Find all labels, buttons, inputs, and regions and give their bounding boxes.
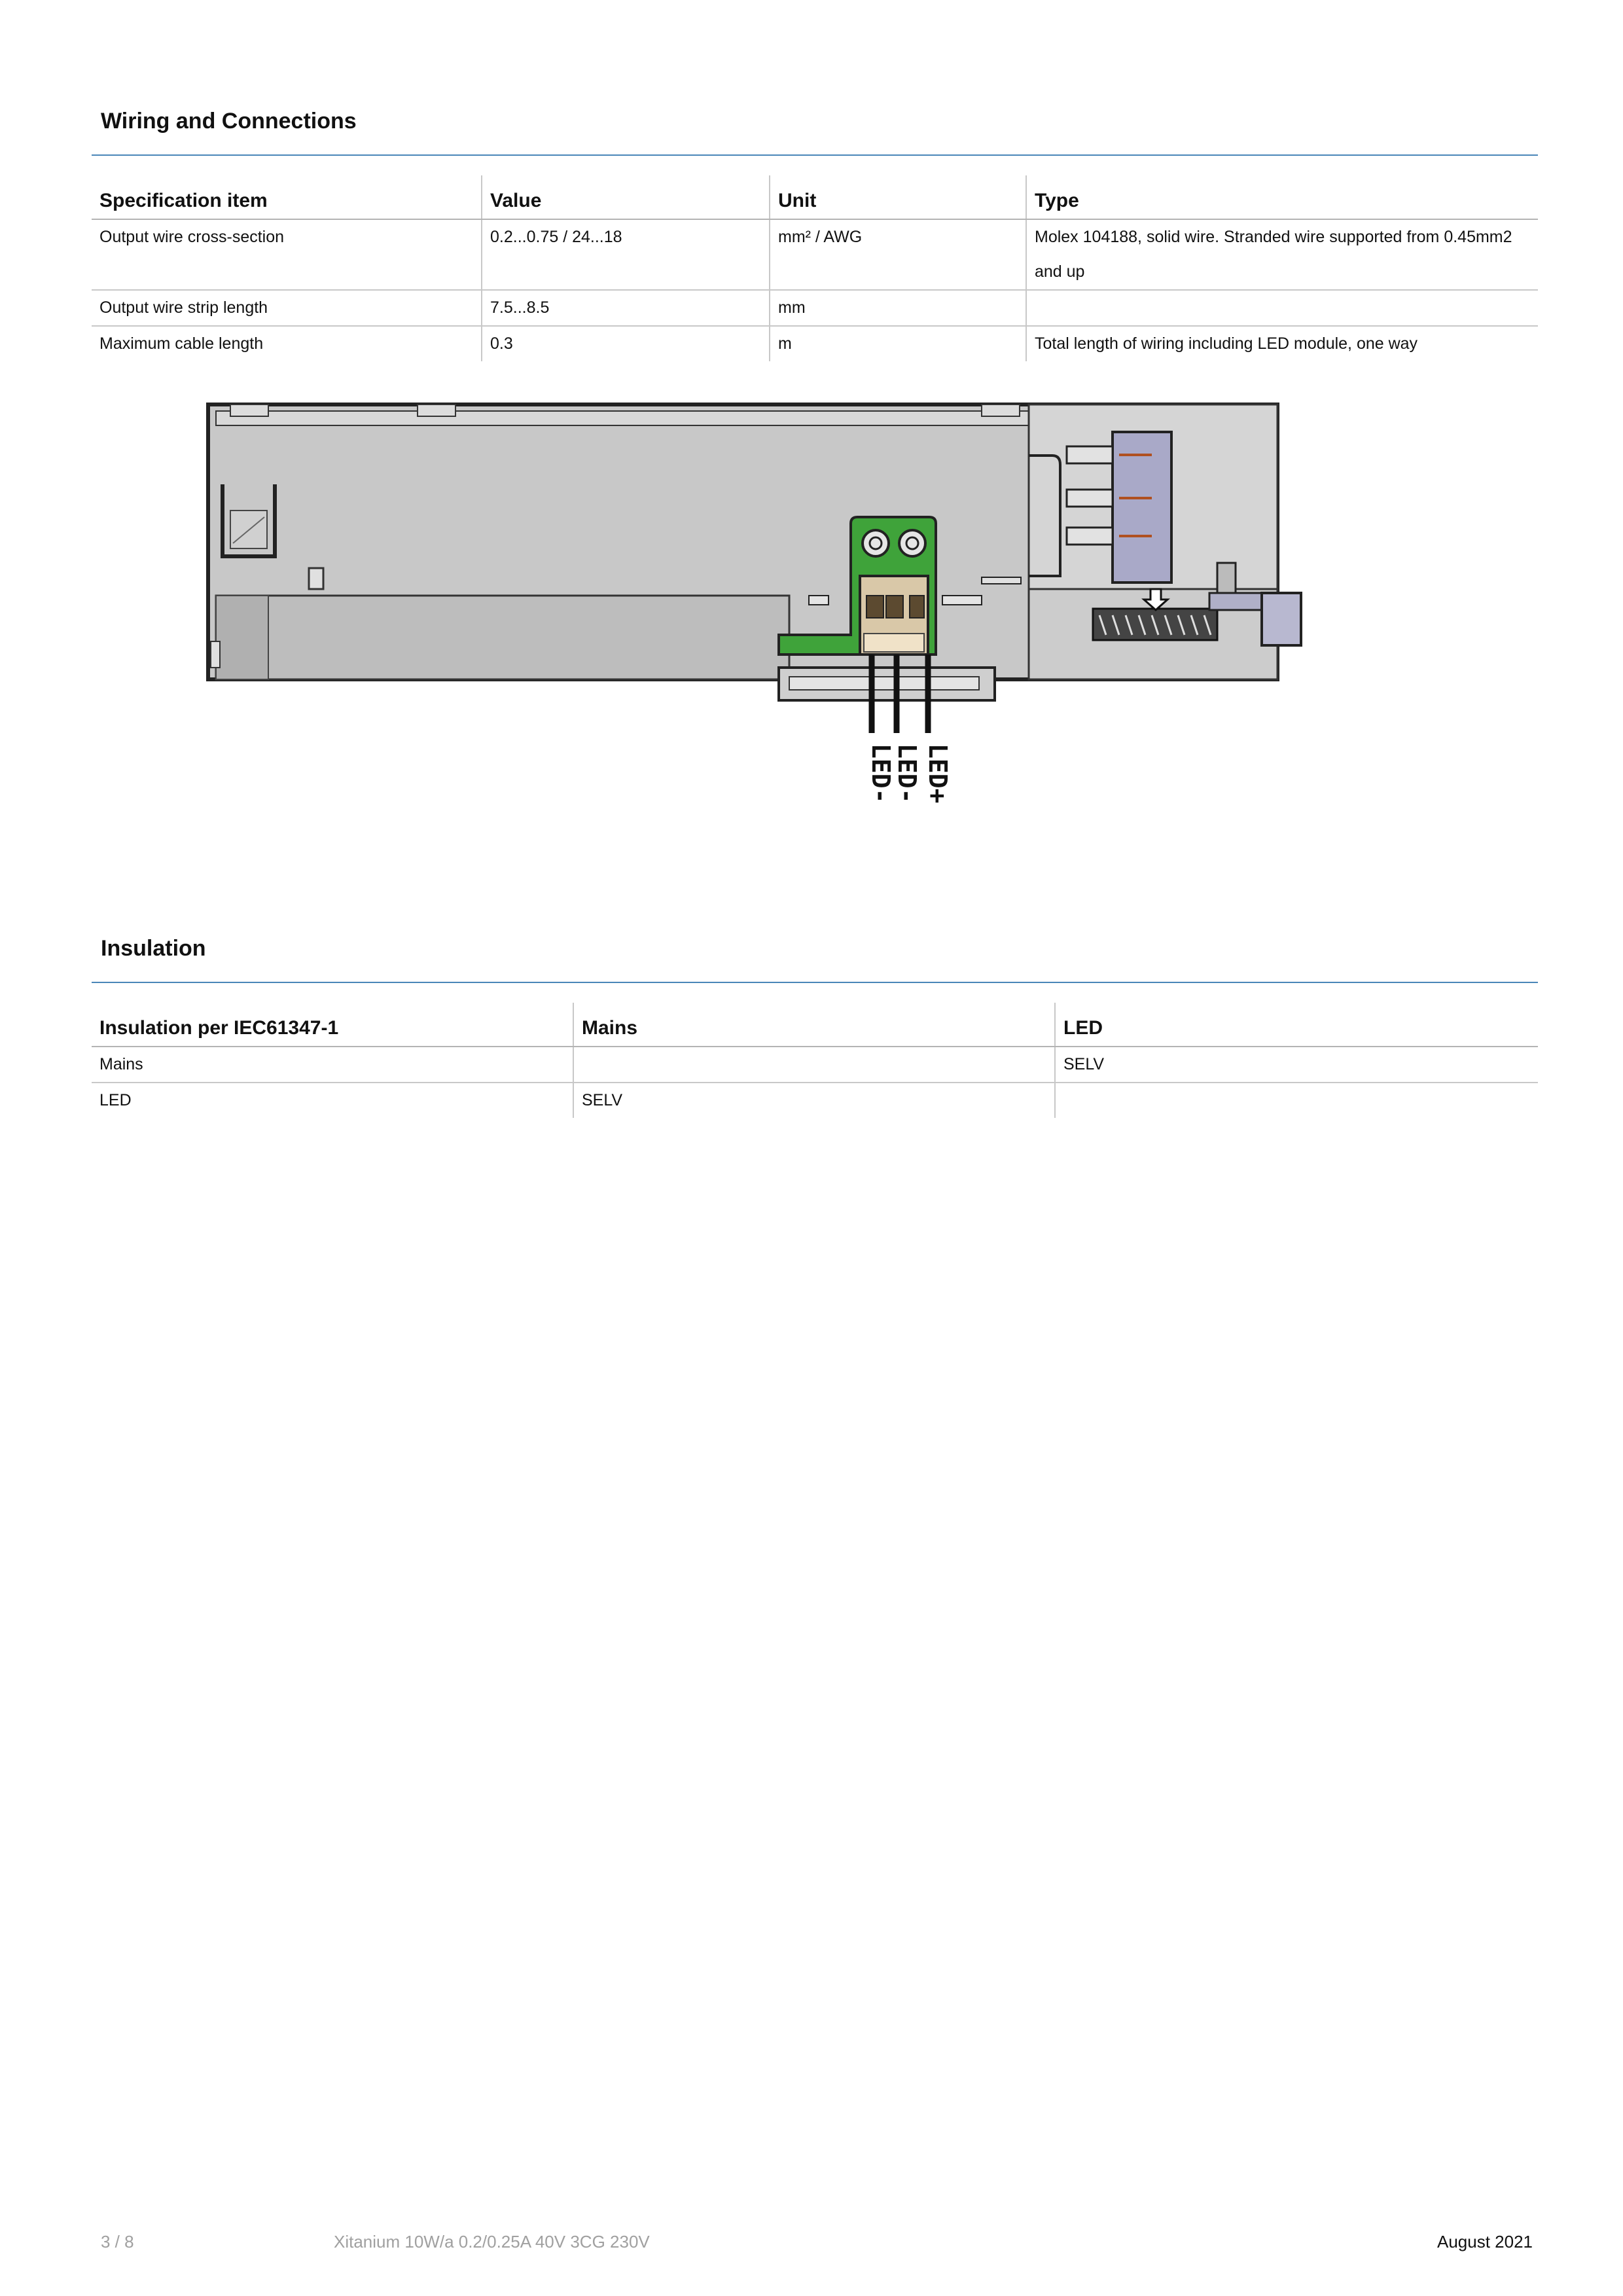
wiring-cell: mm bbox=[770, 290, 1026, 326]
wiring-cell: Molex 104188, solid wire. Stranded wire supported from 0.45mm2 and up bbox=[1026, 219, 1538, 290]
table-row bbox=[92, 1047, 1538, 1083]
screw-hole-icon bbox=[863, 530, 889, 556]
wiring-cell: Maximum cable length bbox=[92, 326, 482, 361]
footer-product-name: Xitanium 10W/a 0.2/0.25A 40V 3CG 230V bbox=[334, 2232, 650, 2251]
mains-terminal-block bbox=[1029, 404, 1301, 679]
wiring-header-spec-item: Specification item bbox=[92, 175, 482, 219]
footer-date: August 2021 bbox=[1436, 2232, 1533, 2251]
insulation-cell: LED bbox=[92, 1083, 573, 1118]
wiring-cell: 7.5...8.5 bbox=[482, 290, 770, 326]
wiring-cell: m bbox=[770, 326, 1026, 361]
driver-connector-drawing bbox=[196, 393, 1322, 838]
wire-label-led-minus: LED- bbox=[893, 744, 921, 804]
table-row bbox=[92, 326, 1538, 361]
insulation-table-header bbox=[92, 1003, 1538, 1047]
wiring-table bbox=[92, 175, 1538, 361]
insulation-header-mains: Mains bbox=[573, 1003, 1055, 1047]
insulation-section-title: Insulation bbox=[101, 936, 206, 961]
wiring-cell: Output wire strip length bbox=[92, 290, 482, 326]
wiring-cell: mm² / AWG bbox=[770, 219, 1026, 290]
wiring-header-type: Type bbox=[1026, 175, 1538, 219]
wiring-table-header bbox=[92, 175, 1538, 219]
wiring-cell: Total length of wiring including LED module, one way bbox=[1035, 334, 1418, 353]
wiring-cell bbox=[1026, 290, 1538, 326]
table-row bbox=[92, 1083, 1538, 1118]
table-row bbox=[92, 219, 1538, 290]
wiring-cell: Output wire cross-section bbox=[92, 219, 482, 290]
footer-page-number: 3 / 8 bbox=[101, 2232, 134, 2251]
insulation-cell bbox=[573, 1047, 1055, 1083]
wiring-section-title: Wiring and Connections bbox=[101, 109, 357, 134]
screw-hole-icon bbox=[899, 530, 925, 556]
table-row bbox=[92, 290, 1538, 326]
insulation-header-iec: Insulation per IEC61347-1 bbox=[92, 1003, 573, 1047]
insulation-header-led: LED bbox=[1055, 1003, 1538, 1047]
insulation-cell bbox=[1055, 1083, 1538, 1118]
wiring-cell: 0.2...0.75 / 24...18 bbox=[482, 219, 770, 290]
wiring-section-rule bbox=[92, 154, 1538, 156]
insulation-section-rule bbox=[92, 982, 1538, 983]
wiring-header-value: Value bbox=[482, 175, 770, 219]
insulation-cell: Mains bbox=[92, 1047, 573, 1083]
insulation-cell: SELV bbox=[1055, 1047, 1538, 1083]
insulation-cell: SELV bbox=[573, 1083, 1055, 1118]
wiring-header-unit: Unit bbox=[770, 175, 1026, 219]
wiring-cell: 0.3 bbox=[482, 326, 770, 361]
wire-label-led-plus: LED+ bbox=[923, 744, 952, 804]
wire-label-led-minus: LED- bbox=[866, 744, 895, 804]
insulation-table bbox=[92, 1003, 1538, 1118]
